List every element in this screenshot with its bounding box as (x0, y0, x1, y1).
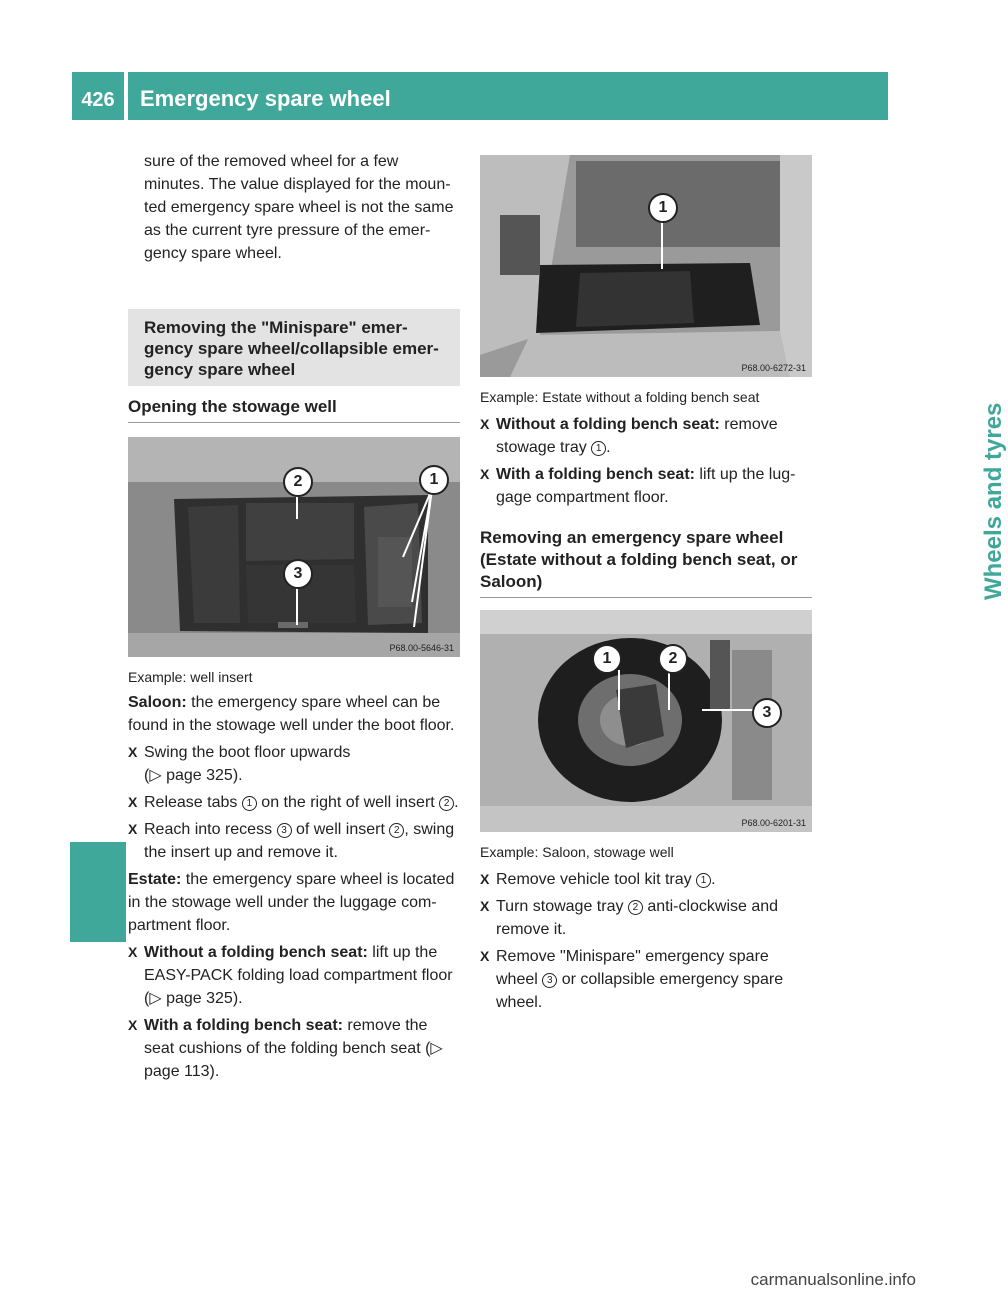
estate-text: the emergency spare wheel is located in the stowage well under the luggage com-partment floor. (128, 871, 455, 934)
step-text-line2: (▷ page 325). (144, 767, 243, 784)
callout-2: 2 (283, 467, 313, 497)
step-item (480, 895, 812, 941)
step-bold: Without a folding bench seat: (144, 944, 368, 961)
step-marker: X (128, 1017, 138, 1033)
vertical-tab (70, 842, 126, 942)
step-text: lift up the EASY-PACK folding load compartment floor (▷ page 325). (144, 944, 453, 1007)
step-text: . (454, 794, 459, 811)
ref-circle: 1 (696, 873, 711, 888)
callout-3: 3 (752, 698, 782, 728)
step-item (480, 945, 812, 1014)
ref-circle: 2 (389, 823, 404, 838)
page-number: 426 (72, 72, 124, 120)
figure-reference: P68.00-6272-31 (741, 363, 806, 373)
figure-saloon-well (480, 610, 812, 832)
step-text: lift up the lug-gage compartment floor. (496, 466, 796, 506)
step-text: anti-clockwise and remove it. (496, 898, 779, 938)
section-label: Wheels and tyres (980, 402, 1007, 600)
estate-paragraph (128, 868, 460, 937)
step-item (128, 818, 460, 864)
step-item (480, 868, 812, 891)
step-text: Reach into recess (144, 821, 277, 838)
ref-circle: 2 (439, 796, 454, 811)
step-bold: Without a folding bench seat: (496, 416, 720, 433)
step-item (128, 1014, 460, 1083)
step-marker: X (128, 794, 138, 810)
step-text: on the right of well insert (256, 794, 440, 811)
saloon-text: the emergency spare wheel can be found in the stowage well under the boot floor. (128, 694, 455, 734)
step-marker: X (480, 466, 490, 482)
intro-text: sure of the removed wheel for a few minutes. The value displayed for the moun-ted emergency spare wheel is not the same as the current tyre pressure of the emer-gency spare wheel. (144, 153, 454, 262)
step-text: or collapsible emergency spare wheel. (496, 971, 784, 1011)
step-marker: X (480, 416, 490, 432)
estate-label: Estate: (128, 871, 182, 888)
subheading-stowage-well: Opening the stowage well (128, 396, 460, 423)
step-bold: With a folding bench seat: (144, 1017, 343, 1034)
callout-1: 1 (419, 465, 449, 495)
step-marker: X (480, 898, 490, 914)
section-heading: Removing the "Minispare" emer-gency spare wheel/collapsible emer-gency spare wheel (128, 309, 460, 386)
step-item (128, 741, 460, 787)
callout-1: 1 (648, 193, 678, 223)
step-marker: X (128, 944, 138, 960)
ref-circle: 2 (628, 900, 643, 915)
callout-2: 2 (658, 644, 688, 674)
step-item (128, 941, 460, 1010)
page-header (72, 72, 888, 120)
step-text: Release tabs (144, 794, 242, 811)
callout-line (661, 219, 663, 269)
steps-remove-wheel (480, 868, 812, 1014)
step-text: Remove "Minispare" emergency spare wheel (496, 948, 769, 988)
step-item (480, 413, 812, 459)
step-item (128, 791, 460, 814)
step-text: . (711, 871, 716, 888)
step-marker: X (480, 871, 490, 887)
step-text: . (606, 439, 611, 456)
steps-estate (128, 941, 460, 1083)
step-text: of well insert (291, 821, 390, 838)
step-marker: X (480, 948, 490, 964)
step-text: Remove vehicle tool kit tray (496, 871, 697, 888)
steps-tray (480, 413, 812, 509)
steps-saloon (128, 741, 460, 864)
figure-reference: P68.00-5646-31 (389, 643, 454, 653)
ref-circle: 1 (591, 441, 606, 456)
ref-circle: 1 (242, 796, 257, 811)
figure-caption: Example: Estate without a folding bench seat (480, 389, 760, 405)
footer-watermark: carmanualsonline.info (750, 1270, 916, 1289)
step-text: , swing the insert up and remove it. (144, 821, 455, 861)
ref-circle: 3 (277, 823, 292, 838)
ref-circle: 3 (542, 973, 557, 988)
saloon-label: Saloon: (128, 694, 187, 711)
figure-reference: P68.00-6201-31 (741, 818, 806, 828)
page-title: Emergency spare wheel (128, 72, 888, 120)
step-marker: X (128, 744, 138, 760)
figure-well-insert (128, 437, 460, 657)
step-marker: X (128, 821, 138, 837)
step-bold: With a folding bench seat: (496, 466, 695, 483)
step-text: remove the seat cushions of the folding bench seat (▷ page 113). (144, 1017, 443, 1080)
column-right (480, 155, 812, 1018)
estate-stowage-photo (480, 155, 812, 377)
column-left (128, 150, 460, 1087)
section-sidebar (888, 120, 1007, 842)
step-item (480, 463, 812, 509)
saloon-paragraph (128, 691, 460, 737)
figure-caption: Example: Saloon, stowage well (480, 844, 674, 860)
callout-3: 3 (283, 559, 313, 589)
step-text: remove stowage tray (496, 416, 778, 456)
subheading-removing-wheel: Removing an emergency spare wheel (Estate without a folding bench seat, or Saloon) (480, 527, 812, 598)
figure-estate-stowage (480, 155, 812, 377)
step-text: Turn stowage tray (496, 898, 628, 915)
step-text: Swing the boot floor upwards (144, 744, 351, 761)
figure-caption: Example: well insert (128, 669, 253, 685)
callout-1: 1 (592, 644, 622, 674)
